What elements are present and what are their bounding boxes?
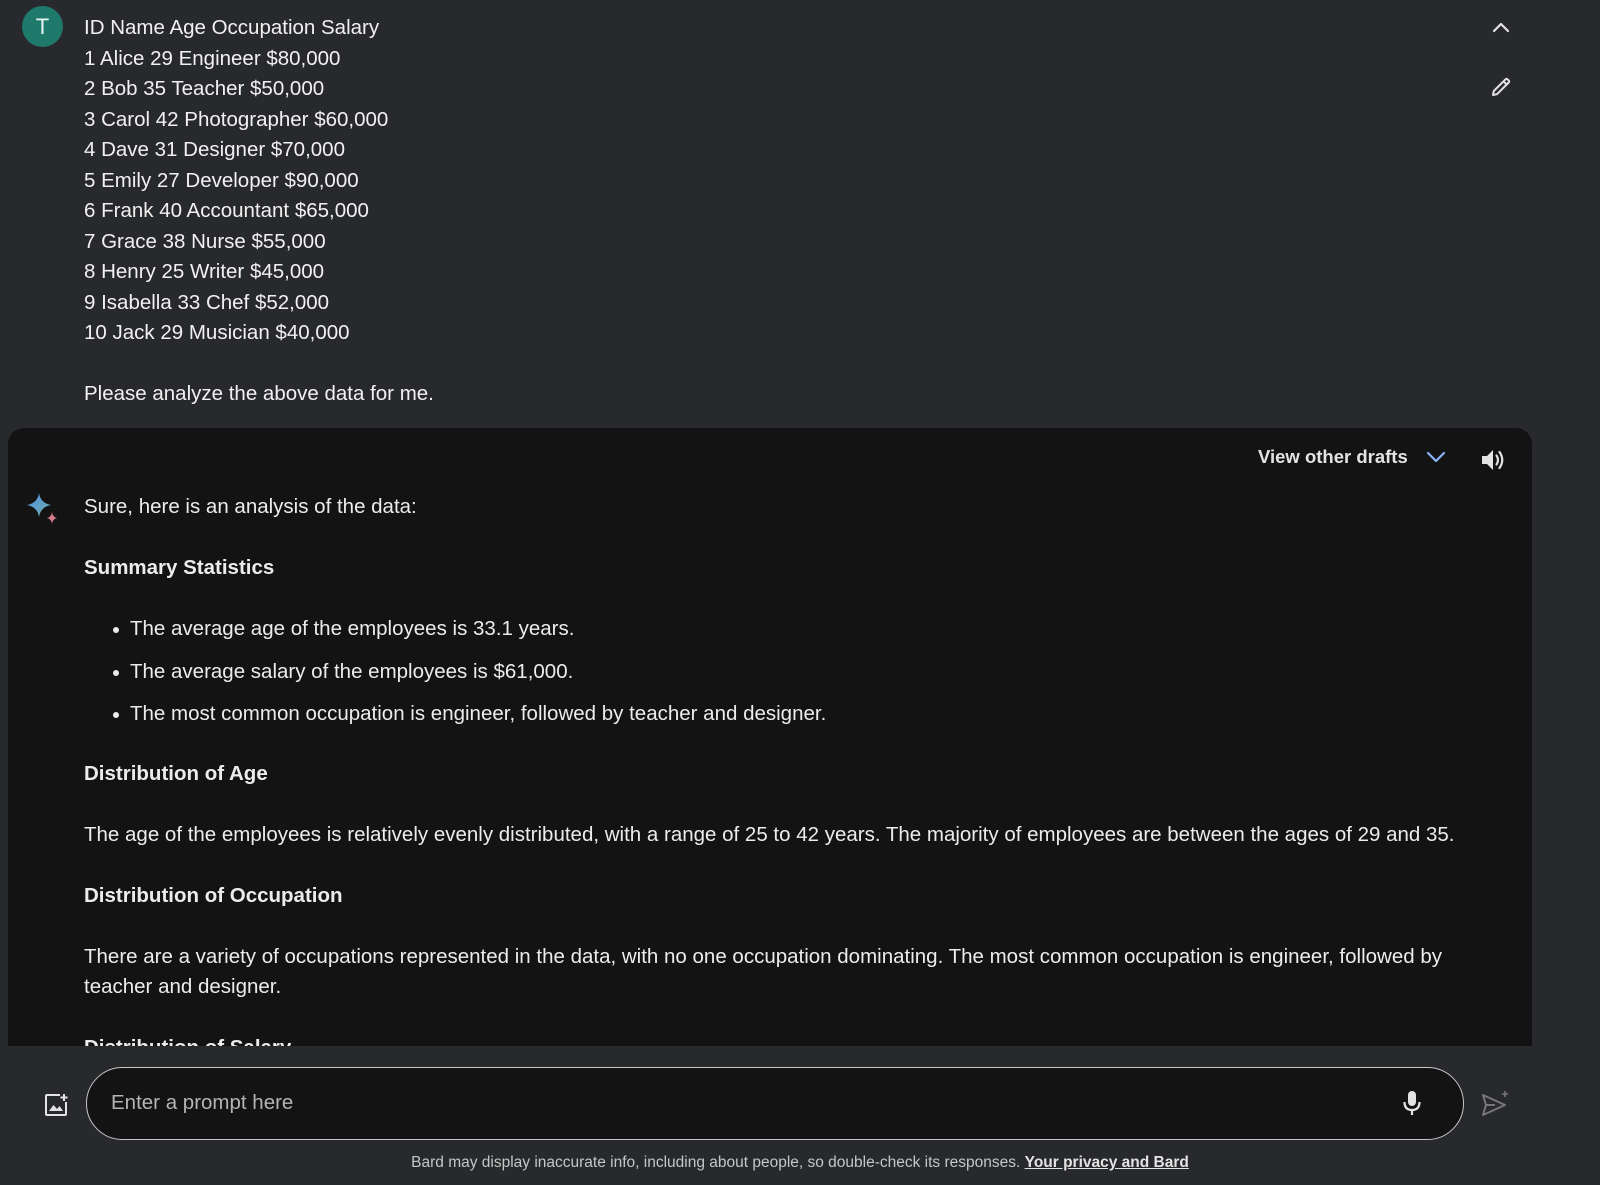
age-heading: Distribution of Age <box>84 761 268 785</box>
data-row-line: 6 Frank 40 Accountant $65,000 <box>84 199 369 222</box>
summary-list <box>84 614 1484 730</box>
prompt-box <box>86 1067 1464 1140</box>
disclaimer-text: Bard may display inaccurate info, including about people, so double-check its responses. <box>411 1154 1021 1171</box>
send-icon <box>1480 1089 1510 1117</box>
list-item: The most common occupation is engineer, followed by teacher and designer. <box>84 699 1484 730</box>
occupation-heading: Distribution of Occupation <box>84 883 343 907</box>
chevron-down-icon <box>1426 451 1446 463</box>
data-row-line: 4 Dave 31 Designer $70,000 <box>84 138 345 161</box>
data-row-line: 5 Emily 27 Developer $90,000 <box>84 168 359 192</box>
response-body <box>84 492 1484 1094</box>
bard-sparkle-icon <box>25 491 61 527</box>
add-image-icon <box>43 1092 69 1118</box>
user-question: Please analyze the above data for me. <box>84 382 434 405</box>
speaker-icon <box>1479 447 1507 473</box>
input-area <box>0 1046 1600 1185</box>
data-row-line: 2 Bob 35 Teacher $50,000 <box>84 77 325 100</box>
avatar-letter: T <box>35 13 50 39</box>
prompt-input[interactable] <box>111 1068 1371 1138</box>
summary-heading: Summary Statistics <box>84 556 275 579</box>
view-other-drafts-button[interactable] <box>1258 442 1446 472</box>
pencil-icon <box>1489 75 1513 99</box>
list-item: The average age of the employees is 33.1 years. <box>84 614 1484 645</box>
occupation-paragraph: There are a variety of occupations represented in the data, with no one occupation dominating. The most common occupation is engineer, followed by teacher and designer. <box>84 944 1442 998</box>
privacy-link[interactable]: Your privacy and Bard <box>1024 1154 1189 1171</box>
listen-button[interactable] <box>1478 445 1508 475</box>
collapse-button[interactable] <box>1486 12 1516 42</box>
data-header-line: ID Name Age Occupation Salary <box>84 16 380 39</box>
response-intro: Sure, here is an analysis of the data: <box>84 495 417 518</box>
response-card <box>8 428 1532 1046</box>
drafts-label: View other drafts <box>1258 446 1408 467</box>
age-paragraph: The age of the employees is relatively evenly distributed, with a range of 25 to 42 years. The majority of employees are between the ages of 29 and 35. <box>84 822 1455 846</box>
user-avatar <box>22 6 63 47</box>
list-item: The average salary of the employees is $61,000. <box>84 657 1484 688</box>
chevron-up-icon <box>1492 21 1510 33</box>
data-row-line: 1 Alice 29 Engineer $80,000 <box>84 46 341 70</box>
microphone-button[interactable] <box>1397 1088 1427 1118</box>
microphone-icon <box>1401 1089 1423 1117</box>
data-row-line: 10 Jack 29 Musician $40,000 <box>84 321 350 344</box>
data-row-line: 9 Isabella 33 Chef $52,000 <box>84 290 330 314</box>
send-button[interactable] <box>1478 1086 1512 1120</box>
data-row-line: 7 Grace 38 Nurse $55,000 <box>84 229 326 253</box>
data-row-line: 3 Carol 42 Photographer $60,000 <box>84 107 389 131</box>
data-row-line: 8 Henry 25 Writer $45,000 <box>84 260 325 283</box>
edit-prompt-button[interactable] <box>1486 72 1516 102</box>
user-prompt <box>84 13 1384 410</box>
upload-image-button[interactable] <box>41 1090 71 1120</box>
disclaimer <box>0 1154 1600 1172</box>
